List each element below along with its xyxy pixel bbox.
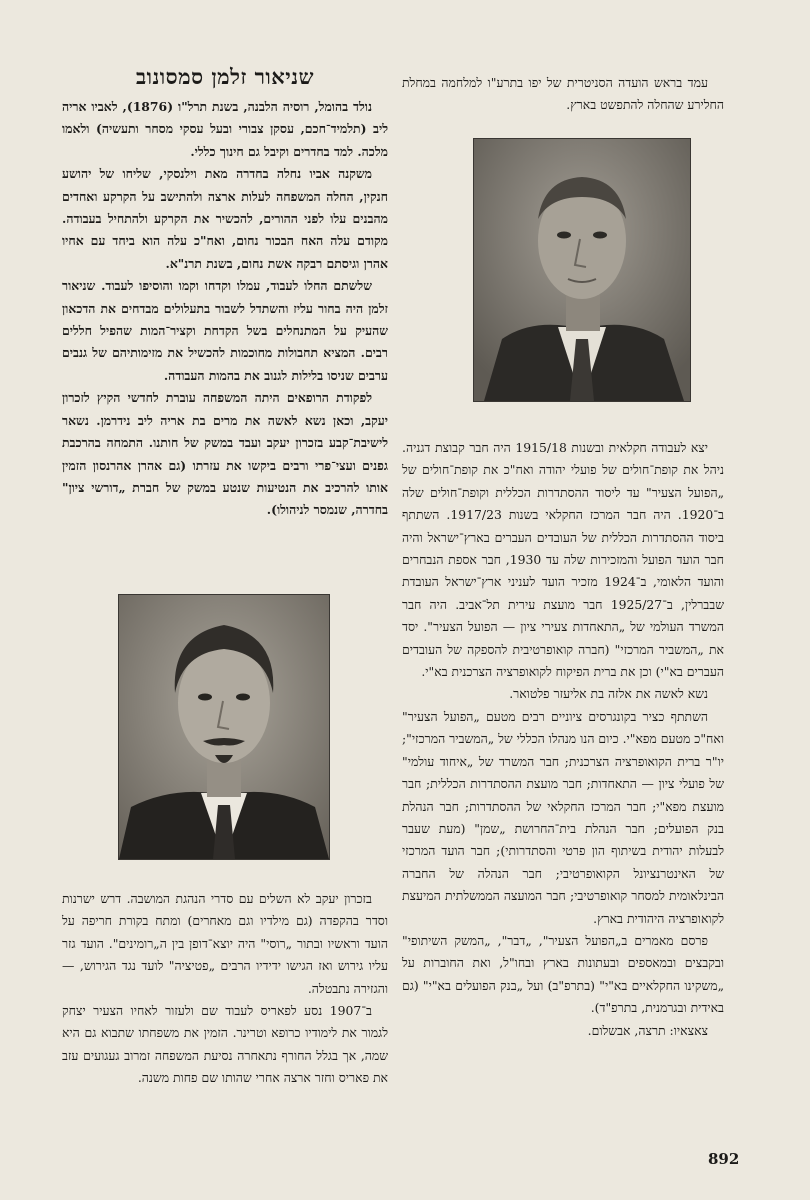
page-number: 892 — [708, 1150, 740, 1168]
left-column-bottom — [62, 888, 388, 1090]
right-column-body — [402, 437, 724, 1042]
right-intro-paragraph: עמד בראש הועדה הסניטרית של יפו בתרע"ו למלחמה במחלת החלירע שהחלה להתפשט בארץ. — [402, 75, 724, 113]
left-paragraph-2: משקנה אביו נחלה בחדרה מאת וילנסקי, שליחו של יהושע חנקין, החלה המשפחה לעלות ארצה ולהתישב על הקרקע ואחדים מהבנים עלו לפני ההורים, להכשיר את הקרקע ולהתחיל בעבודה. מקודם עלה האח הבכור נחום, ואח"כ עלה הוא ביחד עם אחיו אהרן וגיסתם רבקה אשת נחום, בשנת תרנ"א. — [62, 166, 388, 271]
left-paragraph-4: לפקודת הרופאים היתה המשפחה עוברת לחדשי הקיץ לזכרון יעקב, וכאן נשא לאשה את מרים בת אריה ליב נידרמן. נשאר לישיבת־קבע בזכרון יעקב ועבד במשק של חותנו. התמחה בהרכבת גפנים ועצי־פרי ורבים ביקשו את עזרתו (גם אהרן אהרנסון הזמין אותו להרכיב את הנטיעות שנטע במשק של חברת „דורשי ציון" בחדרה, שנמסר לניהולו). — [62, 390, 388, 518]
right-paragraph-3: השתתף כציר בקונגרסים ציוניים רבים מטעם „הפועל הצעיר" ואח"כ מטעם מפא"י. כיום הנו מנהלו הכללי של „המשביר המרכזי"; יו"ר ברית הקואופרציה הצרכנית; חבר המשרד של „איחוד עולמי" של פועלי ציון — התאחדות; חבר מועצת ההסתדרות הכללית; חבר מועצת מפא"י; חבר המרכז החקלאי של ההסתדרות; חבר הנהלת בנק הפועלים; חבר הנהלת בית־החרושת „שמן" (מעת שעבר לבעלות יהודית בשיתוף הון פרטי והסתדרותי); חבר הועד המרכזי של האינטרנציונל הקואופרטיבי; חבר הנהלה של החברה הבינלאומית למסחר קואופרטיבי; חבר המועצה הממשלתית המיעצת לקואופרציה היהודית בארץ. — [402, 708, 724, 926]
right-paragraph-2: נשא לאשה את אלזה בת אליעזר פלטואר. — [509, 686, 708, 702]
descendants-line: צאצאיו: תרצה, אבשלום. — [587, 1022, 708, 1038]
left-paragraph-3: שלשתם החלו לעבוד, עמלו וקדחו וקמו והוסיפו לעבוד. שניאור זלמן היה בחור עליז והשתדל לשבור בתעלולים מבדחים את הדכאון שהעיק על המתנחלים בשל הקדחת וקציר־המות שהפיל חללים רבים. המציא תחבולות מחוכמות להכשיל את מזימותיהם של גנבים ערבים שניסו בלילות לגנוב את בהמות העבודה. — [62, 278, 388, 383]
portrait-photo-bottom — [118, 594, 330, 860]
left-paragraph-6: ב־1907 נסע לפאריס לעבוד שם ולעזור לאחיו הצעיר יצחק לגמור את לימודיו כרופא וטרינר. הזמין את משפחתו שתבוא גם היא שמה, אך בגלל החורף נתאחרה נסיעת המשפחה זמרוב געגועים עזב את פאריס וחזר ארצה אחרי שהותו שם פחות משנה. — [62, 1003, 388, 1086]
left-paragraph-5: בזכרון יעקב לא השלים עם סדרי הנהגת המושבה. דרש ישרנות וסדר בהקפדה (גם מילדיו וגם מאחרים) ומתח בקורת חריפה על הועד וראשיו ובתור „רוסי" היה יוצא־דופן בין ה„רומינים". הועד גזר עליו גירוש ואז הגישו ידידיו הרבים „פטיציה" לועד נגד הגירוש, — והגזירה נתבטלה. — [62, 891, 388, 996]
page-title: שניאור זלמן סמסונוב — [135, 64, 314, 89]
left-paragraph-1: נולד בהומל, רוסיה הלבנה, בשנת תרל"ו (1876), לאביו אריה ליב (תלמיד־חכם, עסקן צבורי ובעל עסקי מסחר ותעשיה) ולאמו מלכה. למד בחדרים וקיבל גם חינוך כללי. — [62, 99, 388, 159]
left-column-top — [62, 96, 388, 522]
portrait-bottom-image — [119, 595, 329, 859]
portrait-photo-top — [473, 138, 691, 402]
right-column-intro — [402, 72, 724, 117]
right-paragraph-4: פרסם מאמרים ב„הפועל הצעיר", „דבר", „המשק השיתופי" ובקבצים ובמאספים ובעתונות בארץ ובחו"ל, ואת החוברות על „משקינו החקלאיים בא"י" (בתרפ"ב) ועל „בנק הפועלים בא"י" (גם באידית ובגרמנית, בתרפ"ד). — [402, 932, 724, 1016]
portrait-top-image — [474, 139, 690, 401]
right-paragraph-1: יצא לעבודה חקלאית ובשנות 1915/18 היה חבר קבוצת דגניה. ניהל את קופת־חולים של פועלי יהודה ואח"כ את קופת־חולים של „הפועל הצעיר" עד ליסוד ההסתדרות הכללית וקופת־חולים שלה ב־1920. היה חבר המרכז החקלאי בשנות 1917/23. השתתף ביסוד ההסתדרות הכללית של העובדים העברים בארץ־ישראל והיה חבר הועד הפועל והמזכירות שלה עד 1930, חבר אספת הנבחרים והועד הלאומי, ב־1924 מזכיר הועד לעניני ארץ־ישראל העובדת שבברלין, ב־1925/27 חבר מועצת עירית תל־אביב. היה חבר המשרד העולמי של „התאחדות צעירי ציון — הפועל הצעיר". יסד את „המשביר המרכזי" (חברה קואופרטיבית להספקה של העובדים העברים בא"י) וכן את ברית הפיקוח לקואופרציה הצרכנית בא"י. — [402, 440, 725, 680]
